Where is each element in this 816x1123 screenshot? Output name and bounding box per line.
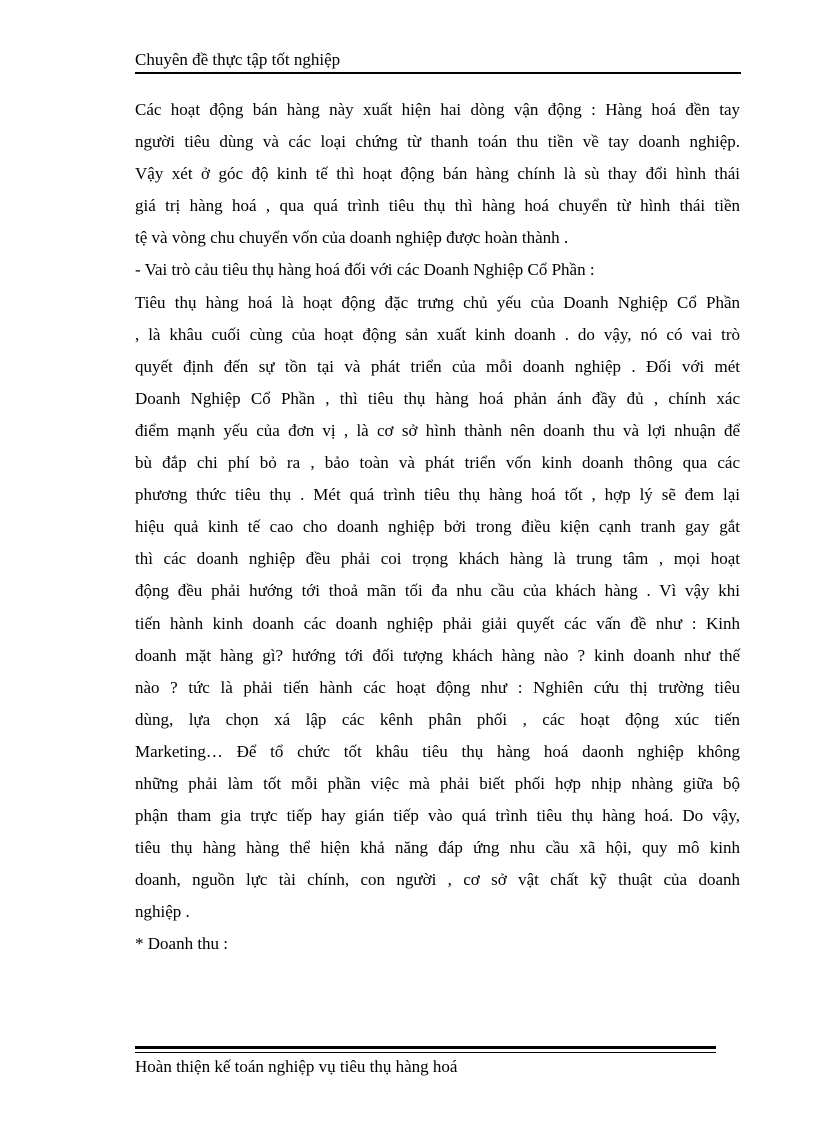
text-line: nào ? tức là phải tiến hành các hoạt động như : Nghiên cứu thị trường tiêu	[135, 677, 740, 697]
paragraph-role-of-sales	[135, 287, 740, 929]
text-line: nghiệp .	[135, 902, 190, 922]
text-line: hiệu quả kinh tế cao cho doanh nghiệp bởi trong điều kiện cạnh tranh gay gắt	[135, 517, 740, 537]
text-line: điểm mạnh yếu của đơn vị , là cơ sở hình thành nên doanh thu và lợi nhuận để	[135, 420, 740, 440]
text-line: bù đắp chi phí bỏ ra , bảo toàn và phát triển vốn kinh doanh thông qua các	[135, 453, 740, 473]
text-line: - Vai trò cảu tiêu thụ hàng hoá đối với các Doanh Nghiệp Cổ Phần :	[135, 260, 595, 280]
section-heading-revenue	[135, 928, 740, 960]
text-line: , là khâu cuối cùng của hoạt động sản xuất kinh doanh . do vậy, nó có vai trò	[135, 324, 740, 344]
document-body	[135, 94, 740, 961]
paragraph-sales-flows	[135, 94, 740, 254]
footer-divider	[135, 1046, 716, 1053]
text-line: Các hoạt động bán hàng này xuất hiện hai dòng vận động : Hàng hoá đền tay	[135, 100, 740, 119]
text-line: thì các doanh nghiệp đều phải coi trọng khách hàng là trung tâm , mọi hoạt	[135, 549, 740, 569]
text-line: tệ và vòng chu chuyển vốn của doanh nghiệp được hoàn thành .	[135, 228, 569, 248]
text-line: phương thức tiêu thụ . Mét quá trình tiêu thụ hàng hoá tốt , hợp lý sẽ đem lại	[135, 485, 740, 505]
section-heading-role	[135, 254, 740, 286]
page-header	[135, 49, 741, 74]
text-line: những phải làm tốt mỗi phần việc mà phải biết phối hợp nhịp nhàng giữa bộ	[135, 773, 740, 793]
footer-title: Hoàn thiện kế toán nghiệp vụ tiêu thụ hàng hoá	[135, 1057, 458, 1076]
text-line: Tiêu thụ hàng hoá là hoạt động đặc trưng chủ yếu của Doanh Nghiệp Cổ Phần	[135, 292, 740, 312]
text-line: người tiêu dùng và các loại chứng từ thanh toán thu tiền về tay doanh nghiệp.	[135, 132, 740, 152]
text-line: động đều phải hướng tới thoả mãn tối đa nhu cầu của khách hàng . Vì vậy khi	[135, 581, 740, 601]
text-line: phận tham gia trực tiếp hay gián tiếp vào quá trình tiêu thụ hàng hoá. Do vậy,	[135, 806, 740, 826]
text-line: giá trị hàng hoá , qua quá trình tiêu thụ thì hàng hoá chuyển từ hình thái tiền	[135, 196, 740, 216]
header-title: Chuyên đề thực tập tốt nghiệp	[135, 50, 341, 69]
text-line: doanh, nguồn lực tài chính, con người , cơ sở vật chất kỹ thuật của doanh	[135, 870, 740, 890]
text-line: tiến hành kinh doanh các doanh nghiệp phải giải quyết các vấn đề như : Kinh	[135, 613, 740, 633]
text-line: dùng, lựa chọn xá lập các kênh phân phối , các hoạt động xúc tiến	[135, 709, 740, 729]
text-line: Vậy xét ở góc độ kinh tế thì hoạt động bán hàng chính là sù thay đổi hình thái	[135, 164, 740, 184]
text-line: doanh mặt hàng gì? hướng tới đối tượng khách hàng nào ? kinh doanh như thế	[135, 645, 740, 665]
text-line: tiêu thụ hàng hàng thể hiện khả năng đáp ứng nhu cầu xã hội, quy mô kinh	[135, 838, 740, 858]
text-line: Doanh Nghiệp Cổ Phần , thì tiêu thụ hàng hoá phản ánh đầy đủ , chính xác	[135, 388, 740, 408]
text-line: * Doanh thu :	[135, 934, 229, 954]
text-line: quyết định đến sự tồn tại và phát triển của mỗi doanh nghiệp . Đối với mét	[135, 356, 740, 376]
text-line: Marketing… Để tổ chức tốt khâu tiêu thụ hàng hoá daonh nghiệp không	[135, 741, 740, 761]
